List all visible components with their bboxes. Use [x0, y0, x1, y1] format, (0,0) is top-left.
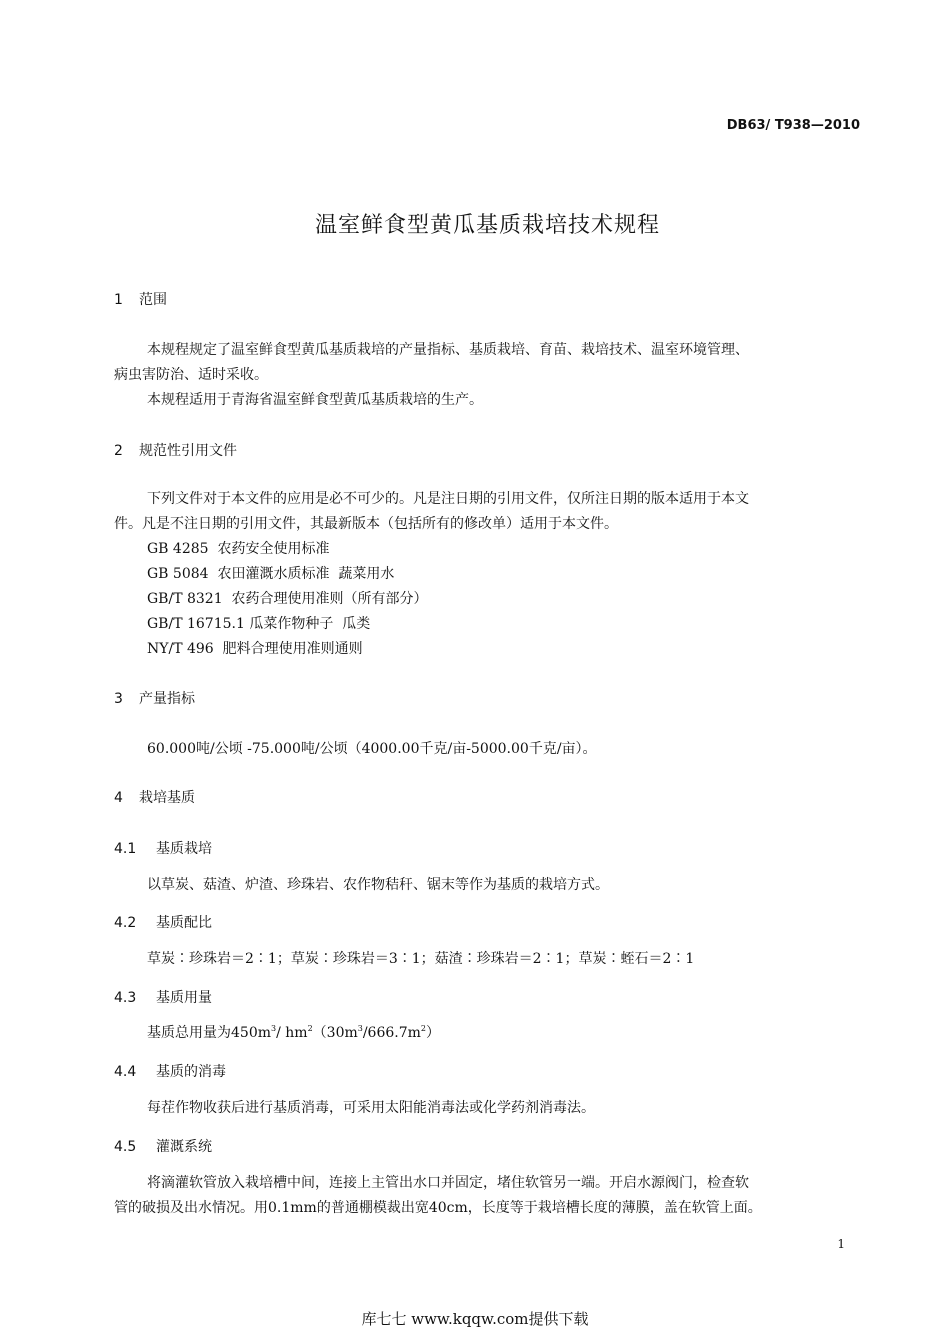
footer-watermark: 库七七 www.kqqw.com提供下载	[361, 1310, 589, 1328]
section-4-3-heading	[114, 987, 212, 1007]
paragraph-line: 将滴灌软管放入栽培槽中间，连接上主管出水口并固定，堵住软管另一端。开启水源阀门，检查软	[147, 1175, 749, 1191]
section-title: 基质配比	[156, 915, 212, 931]
section-title: 栽培基质	[139, 790, 195, 806]
text-run: 基质总用量为450m	[147, 1025, 271, 1041]
section-4-2-heading	[114, 912, 212, 932]
text-run: / hm	[276, 1025, 308, 1041]
superscript: 3	[357, 1024, 363, 1033]
section-title: 范围	[139, 292, 167, 308]
section-number: 4.5	[114, 1139, 137, 1155]
reference-item: GB/T 8321 农药合理使用准则（所有部分）	[147, 591, 428, 607]
section-4-1-heading	[114, 838, 212, 858]
reference-item: GB/T 16715.1 瓜菜作物种子 瓜类	[147, 616, 371, 632]
section-title: 基质用量	[156, 990, 212, 1006]
reference-item: NY/T 496 肥料合理使用准则通则	[147, 641, 363, 657]
paragraph-line: 病虫害防治、适时采收。	[114, 367, 268, 383]
section-number: 4.3	[114, 990, 137, 1006]
section-number: 3	[114, 691, 123, 707]
paragraph-line: 60.000吨/公顷 -75.000吨/公顷（4000.00千克/亩-5000.00千克/亩）。	[147, 741, 597, 757]
section-3-heading	[114, 688, 195, 708]
reference-item: GB 5084 农田灌溉水质标准 蔬菜用水	[147, 566, 395, 582]
reference-item: GB 4285 农药安全使用标准	[147, 541, 330, 557]
text-run: （30m	[312, 1025, 358, 1041]
section-number: 4.2	[114, 915, 137, 931]
page-number: 1	[837, 1237, 845, 1251]
section-number: 1	[114, 292, 123, 308]
superscript: 3	[271, 1024, 277, 1033]
section-title: 规范性引用文件	[139, 443, 237, 459]
section-2-heading	[114, 440, 237, 460]
document-code: DB63/ T938—2010	[726, 118, 860, 133]
section-title: 基质栽培	[156, 841, 212, 857]
section-number: 4.1	[114, 841, 137, 857]
section-title: 产量指标	[139, 691, 195, 707]
paragraph-line: 管的破损及出水情况。用0.1mm的普通棚模裁出宽40cm，长度等于栽培槽长度的薄膜，盖在软管上面。	[114, 1200, 762, 1216]
paragraph-line: 本规程规定了温室鲜食型黄瓜基质栽培的产量指标、基质栽培、育苗、栽培技术、温室环境管理、	[147, 342, 749, 358]
section-4-heading	[114, 787, 195, 807]
section-4-4-heading	[114, 1061, 226, 1081]
section-number: 4.4	[114, 1064, 137, 1080]
paragraph-line: 下列文件对于本文件的应用是必不可少的。凡是注日期的引用文件，仅所注日期的版本适用于本文	[147, 491, 749, 507]
section-number: 2	[114, 443, 123, 459]
section-number: 4	[114, 790, 123, 806]
paragraph-line: 本规程适用于青海省温室鲜食型黄瓜基质栽培的生产。	[147, 392, 483, 408]
text-run: /666.7m	[362, 1025, 421, 1041]
section-title: 灌溉系统	[156, 1139, 212, 1155]
paragraph-line: 以草炭、菇渣、炉渣、珍珠岩、农作物秸秆、锯末等作为基质的栽培方式。	[147, 877, 609, 893]
text-run: ）	[426, 1025, 441, 1041]
superscript: 2	[307, 1024, 313, 1033]
paragraph-line: 每茬作物收获后进行基质消毒，可采用太阳能消毒法或化学药剂消毒法。	[147, 1100, 595, 1116]
section-1-heading	[114, 289, 167, 309]
section-title: 基质的消毒	[156, 1064, 226, 1080]
section-4-5-heading	[114, 1136, 212, 1156]
paragraph-line	[147, 1022, 440, 1042]
paragraph-line: 草炭∶珍珠岩＝2∶1；草炭∶珍珠岩＝3∶1；菇渣∶珍珠岩＝2∶1；草炭∶蛭石＝2∶1	[147, 951, 695, 967]
paragraph-line: 件。凡是不注日期的引用文件，其最新版本（包括所有的修改单）适用于本文件。	[114, 516, 618, 532]
superscript: 2	[420, 1024, 427, 1033]
document-title: 温室鲜食型黄瓜基质栽培技术规程	[314, 213, 660, 238]
